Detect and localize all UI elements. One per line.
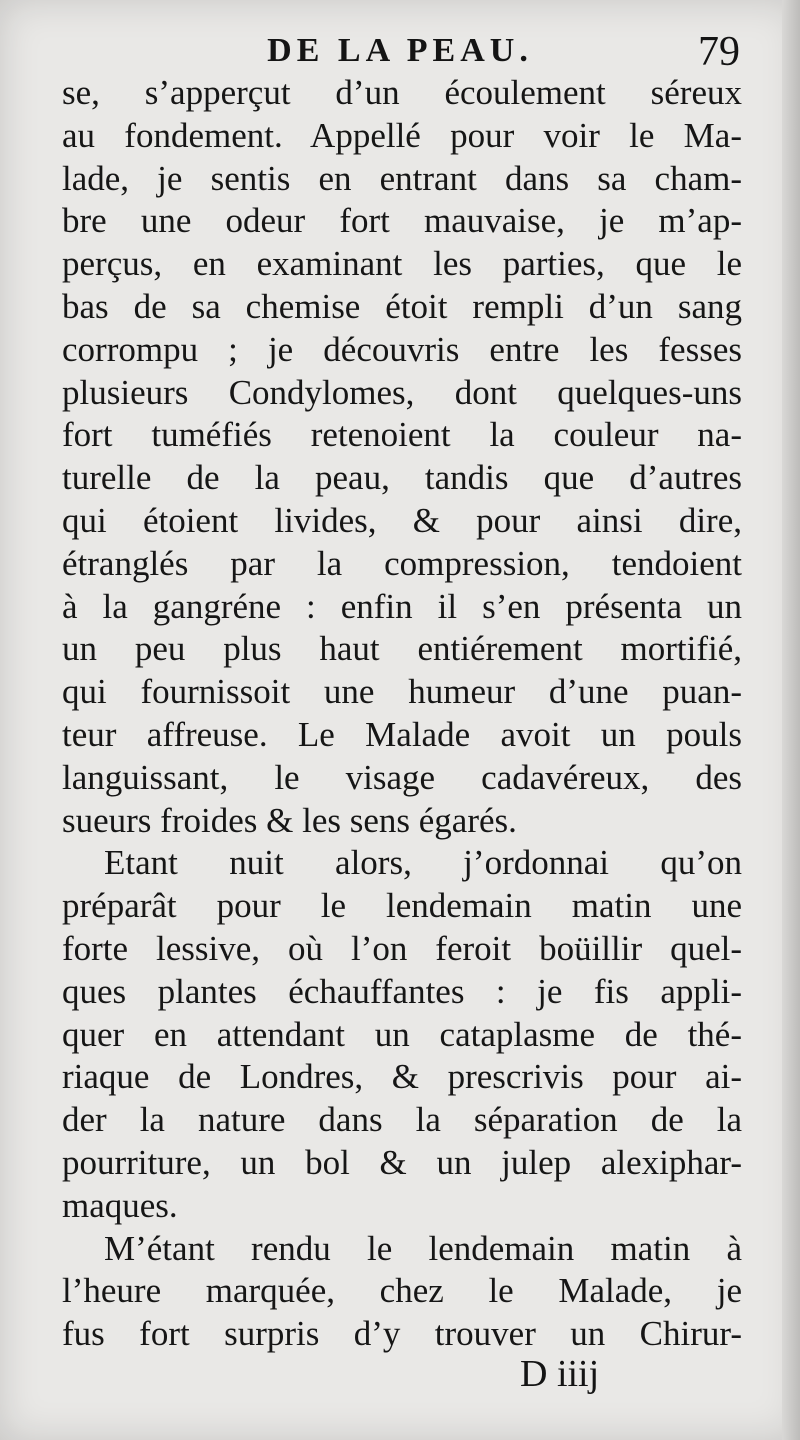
- signature-mark: D iiij: [520, 1353, 600, 1395]
- body-text: [62, 72, 742, 1356]
- text-line: maques.: [62, 1185, 178, 1225]
- text-line: se, s’apperçut d’un écoulement séreux: [62, 73, 742, 112]
- text-line: préparât pour le lendemain matin une: [62, 886, 742, 926]
- text-line: languissant, le visage cadavéreux, des: [62, 757, 742, 797]
- text-line: fort tuméfiés retenoient la couleur na-: [62, 415, 742, 455]
- text-line: turelle de la peau, tandis que d’autres: [62, 458, 742, 498]
- text-line: quer en attendant un cataplasme de thé-: [62, 1014, 742, 1054]
- text-line: plusieurs Condylomes, dont quelques-uns: [62, 372, 742, 412]
- page-number: 79: [698, 29, 740, 75]
- text-line: au fondement. Appellé pour voir le Ma-: [62, 115, 742, 155]
- text-line: der la nature dans la séparation de la: [62, 1100, 742, 1140]
- text-line: bas de sa chemise étoit rempli d’un sang: [62, 286, 742, 326]
- text-line: qui étoient livides, & pour ainsi dire,: [62, 500, 742, 540]
- running-title: DE LA PEAU.: [267, 32, 533, 69]
- text-line: un peu plus haut entiérement mortifié,: [62, 629, 742, 669]
- text-line: corrompu ; je découvris entre les fesses: [62, 329, 742, 369]
- text-line: forte lessive, où l’on feroit boüillir quel-: [62, 928, 742, 968]
- text-line: à la gangréne : enfin il s’en présenta un: [62, 586, 742, 626]
- text-line: riaque de Londres, & prescrivis pour ai-: [62, 1057, 742, 1097]
- text-line: M’étant rendu le lendemain matin à: [104, 1228, 742, 1268]
- page-edge: [782, 0, 800, 1440]
- text-line: pourriture, un bol & un julep alexiphar-: [62, 1142, 742, 1182]
- text-line: étranglés par la compression, tendoient: [62, 543, 742, 583]
- text-line: Etant nuit alors, j’ordonnai qu’on: [104, 843, 742, 883]
- text-line: qui fournissoit une humeur d’une puan-: [62, 672, 742, 712]
- text-line: bre une odeur fort mauvaise, je m’ap-: [62, 201, 742, 241]
- text-line: teur affreuse. Le Malade avoit un pouls: [62, 714, 742, 754]
- text-line: lade, je sentis en entrant dans sa cham-: [62, 158, 742, 198]
- text-line: l’heure marquée, chez le Malade, je: [62, 1271, 742, 1311]
- text-line: ques plantes échauffantes : je fis appli-: [62, 971, 742, 1011]
- text-line: perçus, en examinant les parties, que le: [62, 244, 742, 284]
- text-line: fus fort surpris d’y trouver un Chirur-: [62, 1314, 742, 1354]
- text-line: sueurs froides & les sens égarés.: [62, 800, 517, 840]
